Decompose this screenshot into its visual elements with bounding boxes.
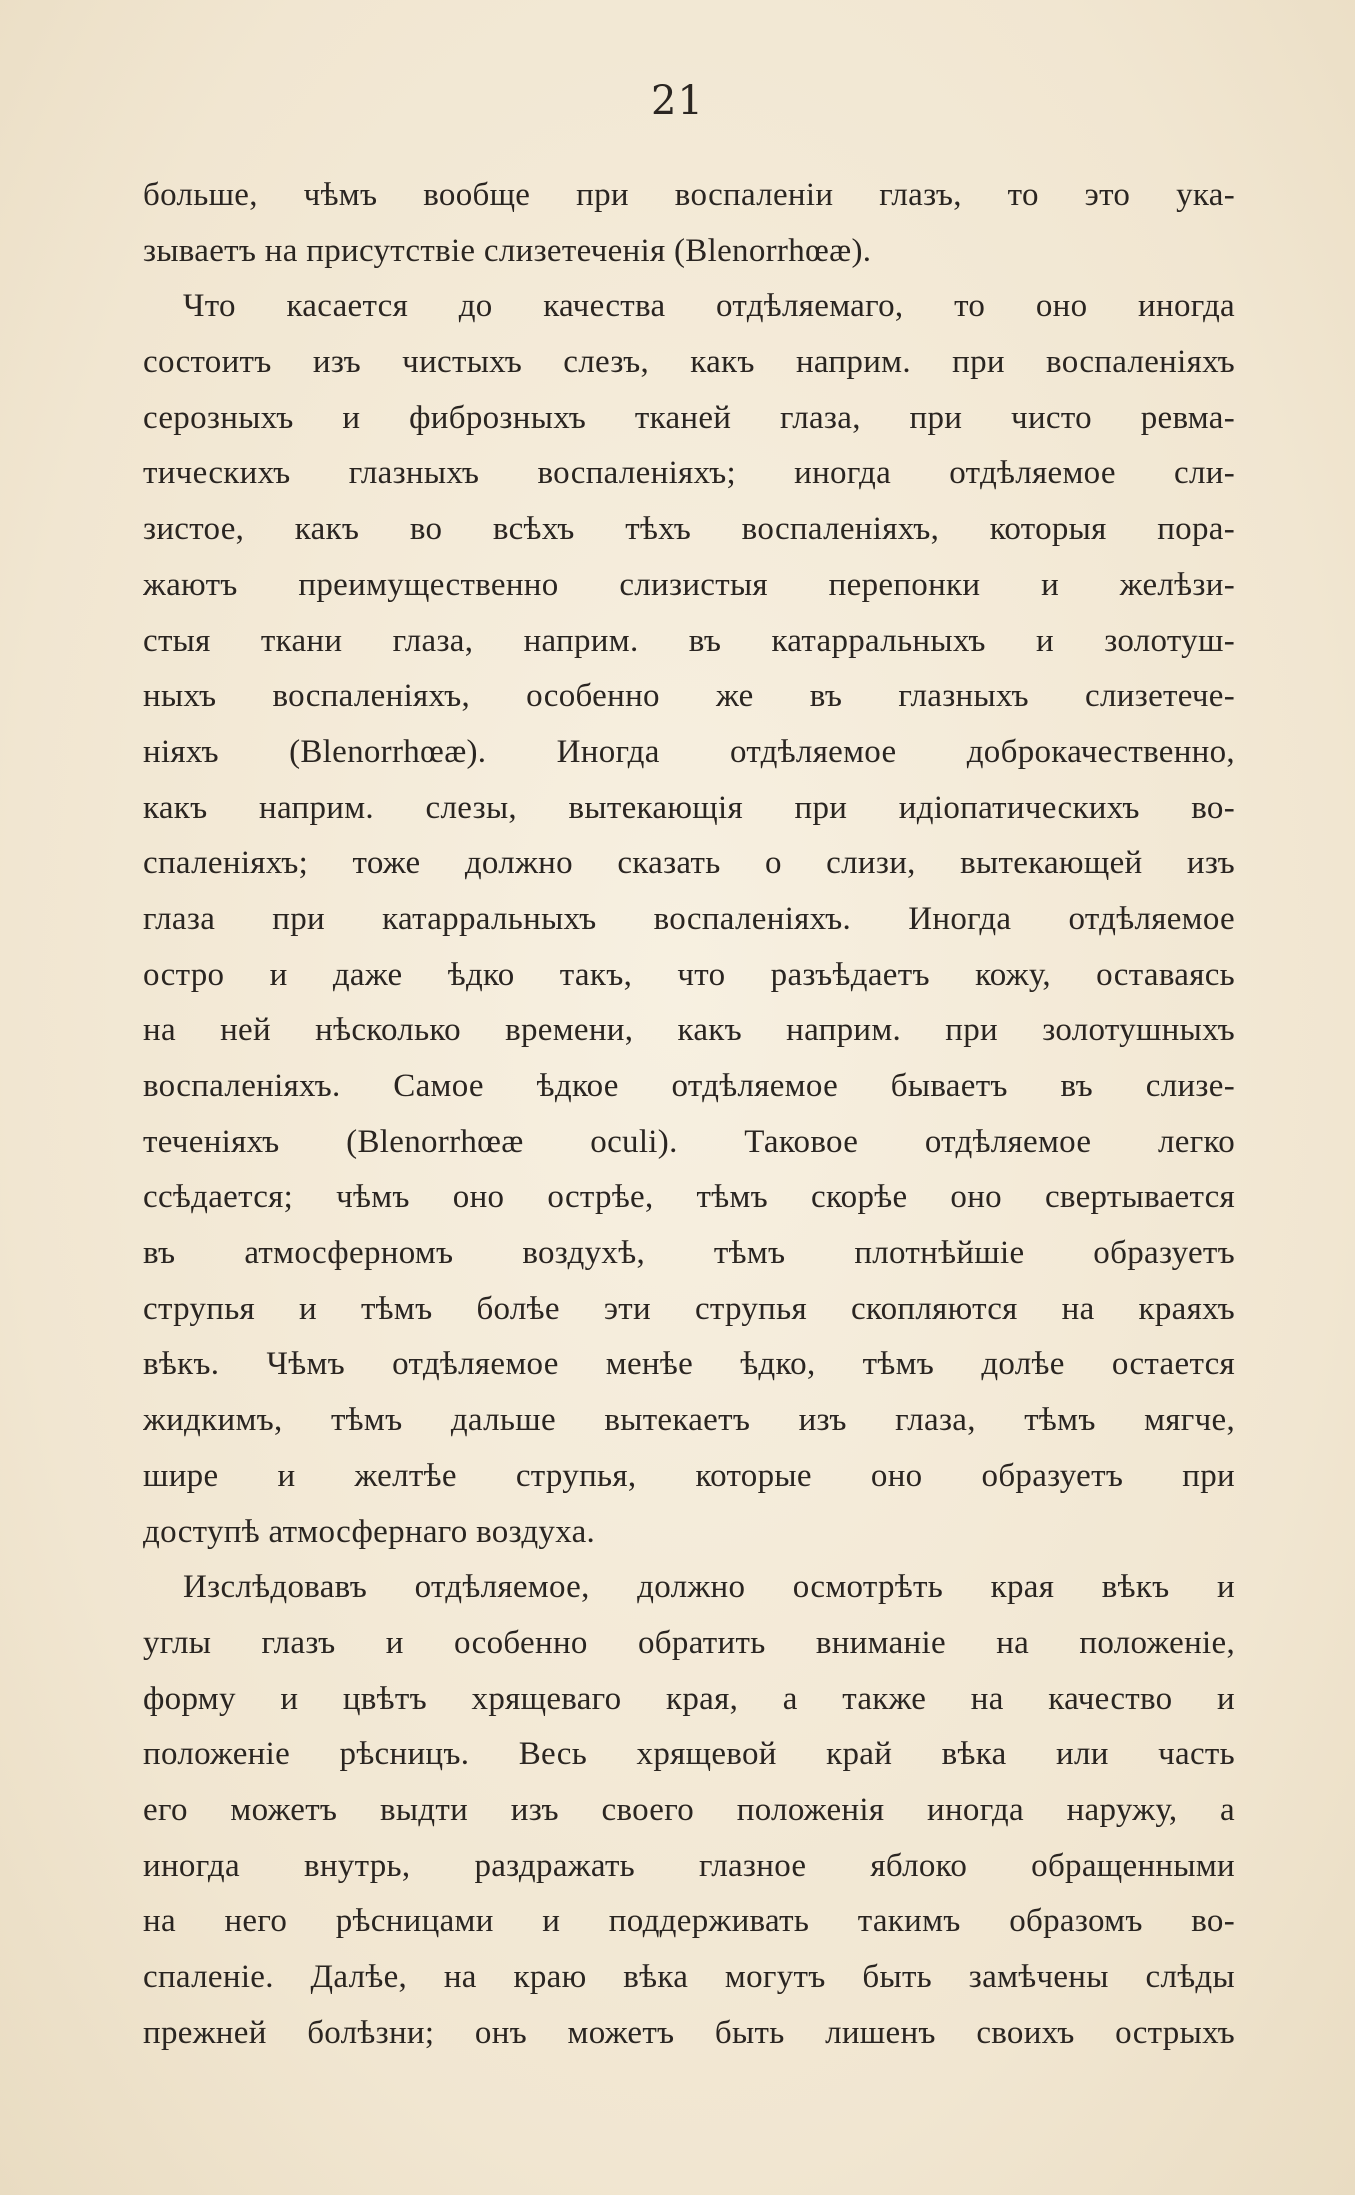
text-line: положеніе рѣсницъ. Весь хрящевой край вѣка или часть [143, 1736, 1235, 1773]
text-line: на ней нѣсколько времени, какъ наприм. при золотушныхъ [143, 1012, 1235, 1049]
text-line: глаза при катарральныхъ воспаленіяхъ. Иногда отдѣляемое [143, 900, 1235, 937]
text-line: въ атмосферномъ воздухѣ, тѣмъ плотнѣйшіе образуетъ [143, 1235, 1235, 1272]
text-line: стыя ткани глаза, наприм. въ катарральныхъ и золотуш- [143, 622, 1235, 659]
text-line: доступѣ атмосфернаго воздуха. [143, 1513, 596, 1550]
text-line: зистое, какъ во всѣхъ тѣхъ воспаленіяхъ, которыя пора- [143, 511, 1235, 548]
page-number: 21 [651, 78, 704, 124]
text-line: серозныхъ и фиброзныхъ тканей глаза, при чисто ревма- [143, 399, 1235, 436]
text-line: на него рѣсницами и поддерживать такимъ образомъ во- [143, 1903, 1235, 1940]
text-line: жидкимъ, тѣмъ дальше вытекаетъ изъ глаза, тѣмъ мягче, [143, 1402, 1235, 1439]
text-line: шире и желтѣе струпья, которые оно образуетъ при [143, 1457, 1235, 1494]
text-line: теченіяхъ (Blenorrhœæ oculi). Таковое отдѣляемое легко [143, 1123, 1235, 1160]
text-line: струпья и тѣмъ болѣе эти струпья скопляются на краяхъ [143, 1290, 1235, 1327]
text-line: спаленіе. Далѣе, на краю вѣка могутъ быть замѣчены слѣды [143, 1959, 1235, 1995]
text-line: ныхъ воспаленіяхъ, особенно же въ глазныхъ слизетече- [143, 678, 1235, 715]
text-line: ніяхъ (Blenorrhœæ). Иногда отдѣляемое доброкачественно, [143, 733, 1235, 770]
text-line: прежней болѣзни; онъ можетъ быть лишенъ своихъ острыхъ [143, 2014, 1235, 2051]
text-line: тическихъ глазныхъ воспаленіяхъ; иногда отдѣляемое сли- [143, 455, 1235, 492]
text-line: вѣкъ. Чѣмъ отдѣляемое менѣе ѣдко, тѣмъ долѣе остается [143, 1346, 1235, 1383]
text-line: Изслѣдовавъ отдѣляемое, должно осмотрѣть края вѣкъ и [183, 1569, 1235, 1606]
text-line: Что касается до качества отдѣляемаго, то оно иногда [183, 288, 1235, 325]
text-line: жаютъ преимущественно слизистыя перепонки и желѣзи- [143, 566, 1235, 603]
text-line: остро и даже ѣдко такъ, что разъѣдаетъ кожу, оставаясь [143, 956, 1235, 993]
text-line: ссѣдается; чѣмъ оно острѣе, тѣмъ скорѣе оно свертывается [143, 1179, 1235, 1216]
text-line: какъ наприм. слезы, вытекающія при идіопатическихъ во- [143, 789, 1235, 826]
text-line: углы глазъ и особенно обратить вниманіе на положеніе, [143, 1624, 1235, 1661]
text-line: воспаленіяхъ. Самое ѣдкое отдѣляемое бываетъ въ слизе- [143, 1068, 1235, 1104]
text-line: больше, чѣмъ вообще при воспаленіи глазъ, то это ука- [143, 177, 1235, 213]
text-line: состоитъ изъ чистыхъ слезъ, какъ наприм. при воспаленіяхъ [143, 344, 1235, 381]
text-line: иногда внутрь, раздражать глазное яблоко обращенными [143, 1847, 1235, 1884]
text-line: форму и цвѣтъ хрящеваго края, а также на качество и [143, 1680, 1235, 1717]
text-line: его можетъ выдти изъ своего положенія иногда наружу, а [143, 1791, 1235, 1828]
text-line: зываетъ на присутствіе слизетеченія (Blenorrhœæ). [143, 232, 872, 269]
text-body [143, 168, 1235, 2061]
text-line: спаленіяхъ; тоже должно сказать о слизи, вытекающей изъ [143, 845, 1235, 882]
